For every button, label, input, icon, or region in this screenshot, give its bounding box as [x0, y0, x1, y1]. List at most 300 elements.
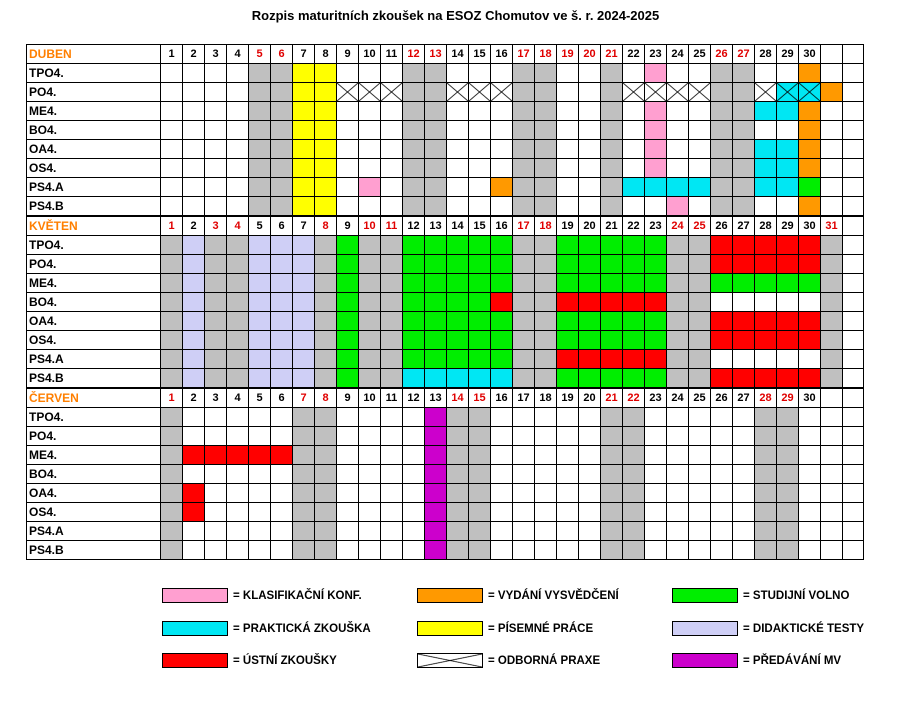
schedule-cell	[645, 121, 667, 140]
schedule-cell	[271, 446, 293, 465]
schedule-cell	[711, 350, 733, 369]
schedule-cell	[601, 274, 623, 293]
schedule-cell	[425, 465, 447, 484]
class-row	[27, 197, 864, 217]
schedule-cell	[337, 197, 359, 217]
schedule-cell	[403, 121, 425, 140]
schedule-cell	[667, 274, 689, 293]
day-number: 21	[601, 45, 623, 64]
day-number: 28	[755, 45, 777, 64]
schedule-cell	[513, 83, 535, 102]
schedule-cell	[557, 83, 579, 102]
schedule-cell	[645, 350, 667, 369]
schedule-cell	[535, 255, 557, 274]
day-number: 5	[249, 216, 271, 236]
schedule-cell	[755, 102, 777, 121]
schedule-cell	[447, 83, 469, 102]
schedule-cell	[359, 64, 381, 83]
schedule-cell	[667, 255, 689, 274]
schedule-cell	[777, 541, 799, 560]
day-number: 11	[381, 388, 403, 408]
schedule-cell	[513, 178, 535, 197]
schedule-cell	[667, 197, 689, 217]
schedule-cell	[513, 312, 535, 331]
schedule-cell	[469, 427, 491, 446]
class-label: OS4.	[27, 503, 161, 522]
schedule-cell	[425, 102, 447, 121]
schedule-cell	[491, 178, 513, 197]
day-number: 5	[249, 388, 271, 408]
schedule-cell	[623, 293, 645, 312]
schedule-cell	[667, 408, 689, 427]
schedule-cell	[755, 541, 777, 560]
schedule-cell	[447, 484, 469, 503]
schedule-cell	[469, 140, 491, 159]
schedule-cell	[711, 312, 733, 331]
schedule-cell	[667, 484, 689, 503]
schedule-cell	[799, 465, 821, 484]
day-number: 14	[447, 388, 469, 408]
schedule-cell	[403, 446, 425, 465]
schedule-cell	[557, 197, 579, 217]
schedule-cell	[667, 140, 689, 159]
schedule-cell	[777, 83, 799, 102]
schedule-cell	[799, 83, 821, 102]
schedule-cell	[733, 236, 755, 255]
schedule-cell	[315, 312, 337, 331]
schedule-cell	[381, 102, 403, 121]
class-label: PO4.	[27, 427, 161, 446]
schedule-cell	[711, 255, 733, 274]
schedule-cell	[645, 236, 667, 255]
schedule-cell	[249, 427, 271, 446]
schedule-cell	[469, 446, 491, 465]
schedule-cell	[249, 408, 271, 427]
schedule-cell	[601, 484, 623, 503]
schedule-cell	[425, 274, 447, 293]
schedule-cell	[161, 236, 183, 255]
schedule-cell	[711, 236, 733, 255]
schedule-cell	[557, 446, 579, 465]
schedule-cell	[601, 427, 623, 446]
schedule-cell	[623, 369, 645, 389]
schedule-cell	[227, 484, 249, 503]
schedule-cell	[821, 541, 843, 560]
class-label: BO4.	[27, 293, 161, 312]
schedule-cell	[843, 121, 864, 140]
schedule-cell	[623, 331, 645, 350]
schedule-cell	[513, 331, 535, 350]
schedule-cell	[535, 274, 557, 293]
schedule-cell	[821, 369, 843, 389]
schedule-cell	[161, 64, 183, 83]
class-row	[27, 408, 864, 427]
schedule-cell	[579, 427, 601, 446]
schedule-cell	[161, 83, 183, 102]
day-number: 22	[623, 388, 645, 408]
schedule-cell	[491, 484, 513, 503]
schedule-cell	[491, 102, 513, 121]
schedule-cell	[601, 350, 623, 369]
class-label: PO4.	[27, 83, 161, 102]
schedule-cell	[777, 408, 799, 427]
schedule-cell	[601, 522, 623, 541]
schedule-cell	[535, 64, 557, 83]
schedule-cell	[447, 446, 469, 465]
schedule-cell	[293, 522, 315, 541]
schedule-cell	[315, 159, 337, 178]
schedule-cell	[469, 102, 491, 121]
schedule-cell	[843, 503, 864, 522]
schedule-cell	[513, 236, 535, 255]
schedule-cell	[821, 446, 843, 465]
schedule-cell	[843, 446, 864, 465]
schedule-cell	[293, 503, 315, 522]
schedule-cell	[645, 197, 667, 217]
schedule-cell	[843, 522, 864, 541]
schedule-cell	[513, 446, 535, 465]
schedule-cell	[271, 408, 293, 427]
schedule-cell	[535, 102, 557, 121]
schedule-cell	[843, 408, 864, 427]
schedule-cell	[205, 293, 227, 312]
schedule-cell	[249, 178, 271, 197]
day-number: 3	[205, 45, 227, 64]
month-name: ČERVEN	[27, 388, 161, 408]
schedule-cell	[777, 427, 799, 446]
day-number	[843, 216, 864, 236]
schedule-cell	[623, 159, 645, 178]
schedule-cell	[183, 427, 205, 446]
schedule-cell	[535, 178, 557, 197]
schedule-cell	[271, 274, 293, 293]
schedule-cell	[381, 159, 403, 178]
schedule-cell	[381, 427, 403, 446]
day-number: 26	[711, 388, 733, 408]
schedule-cell	[249, 331, 271, 350]
class-label: PS4.A	[27, 350, 161, 369]
schedule-cell	[491, 293, 513, 312]
schedule-cell	[271, 102, 293, 121]
legend-swatch	[417, 621, 483, 636]
day-number: 15	[469, 216, 491, 236]
schedule-cell	[381, 331, 403, 350]
schedule-cell	[271, 369, 293, 389]
schedule-cell	[843, 64, 864, 83]
schedule-cell	[249, 197, 271, 217]
schedule-cell	[579, 541, 601, 560]
schedule-cell	[249, 503, 271, 522]
schedule-cell	[293, 465, 315, 484]
schedule-cell	[271, 64, 293, 83]
schedule-cell	[227, 503, 249, 522]
schedule-cell	[601, 178, 623, 197]
schedule-cell	[579, 503, 601, 522]
schedule-cell	[381, 503, 403, 522]
schedule-cell	[315, 293, 337, 312]
schedule-cell	[271, 83, 293, 102]
schedule-cell	[689, 408, 711, 427]
month-header-row	[27, 45, 864, 64]
schedule-cell	[667, 159, 689, 178]
schedule-cell	[205, 140, 227, 159]
day-number: 8	[315, 388, 337, 408]
schedule-cell	[425, 293, 447, 312]
schedule-cell	[623, 484, 645, 503]
legend-label: = PRAKTICKÁ ZKOUŠKA	[233, 622, 371, 635]
schedule-cell	[205, 446, 227, 465]
schedule-cell	[359, 522, 381, 541]
schedule-cell	[205, 331, 227, 350]
schedule-cell	[579, 484, 601, 503]
schedule-cell	[601, 446, 623, 465]
class-label: TPO4.	[27, 64, 161, 83]
schedule-cell	[271, 255, 293, 274]
schedule-cell	[337, 274, 359, 293]
schedule-cell	[293, 484, 315, 503]
schedule-cell	[359, 541, 381, 560]
schedule-cell	[645, 102, 667, 121]
schedule-cell	[381, 197, 403, 217]
day-number: 10	[359, 388, 381, 408]
schedule-cell	[337, 178, 359, 197]
schedule-cell	[469, 369, 491, 389]
schedule-cell	[425, 541, 447, 560]
schedule-cell	[249, 159, 271, 178]
day-number: 16	[491, 45, 513, 64]
schedule-cell	[799, 64, 821, 83]
schedule-cell	[381, 274, 403, 293]
schedule-cell	[161, 408, 183, 427]
schedule-cell	[601, 83, 623, 102]
schedule-cell	[161, 465, 183, 484]
schedule-cell	[821, 293, 843, 312]
schedule-cell	[315, 236, 337, 255]
day-number: 24	[667, 388, 689, 408]
schedule-cell	[293, 121, 315, 140]
schedule-cell	[403, 293, 425, 312]
day-number: 17	[513, 216, 535, 236]
schedule-cell	[667, 350, 689, 369]
schedule-cell	[579, 64, 601, 83]
schedule-cell	[667, 121, 689, 140]
schedule-cell	[381, 255, 403, 274]
day-number: 1	[161, 388, 183, 408]
schedule-cell	[271, 140, 293, 159]
schedule-cell	[161, 255, 183, 274]
day-number: 13	[425, 45, 447, 64]
schedule-cell	[821, 484, 843, 503]
schedule-cell	[293, 369, 315, 389]
schedule-cell	[821, 64, 843, 83]
schedule-cell	[513, 350, 535, 369]
schedule-cell	[601, 102, 623, 121]
schedule-cell	[711, 64, 733, 83]
schedule-cell	[557, 140, 579, 159]
day-number: 23	[645, 388, 667, 408]
schedule-cell	[799, 236, 821, 255]
schedule-cell	[447, 293, 469, 312]
class-label: PO4.	[27, 255, 161, 274]
day-number: 14	[447, 216, 469, 236]
schedule-cell	[227, 197, 249, 217]
class-label: PS4.B	[27, 369, 161, 389]
schedule-cell	[491, 369, 513, 389]
schedule-cell	[315, 102, 337, 121]
schedule-cell	[645, 64, 667, 83]
day-number: 3	[205, 388, 227, 408]
schedule-cell	[799, 178, 821, 197]
schedule-cell	[425, 312, 447, 331]
schedule-cell	[161, 522, 183, 541]
schedule-cell	[689, 178, 711, 197]
schedule-cell	[491, 522, 513, 541]
schedule-cell	[755, 427, 777, 446]
day-number: 1	[161, 45, 183, 64]
schedule-cell	[821, 427, 843, 446]
schedule-cell	[403, 236, 425, 255]
schedule-cell	[271, 350, 293, 369]
schedule-cell	[271, 159, 293, 178]
schedule-cell	[667, 503, 689, 522]
schedule-cell	[315, 255, 337, 274]
schedule-cell	[161, 503, 183, 522]
schedule-cell	[799, 350, 821, 369]
schedule-cell	[271, 312, 293, 331]
schedule-cell	[711, 293, 733, 312]
schedule-cell	[315, 369, 337, 389]
day-number: 8	[315, 216, 337, 236]
schedule-cell	[337, 350, 359, 369]
schedule-cell	[249, 312, 271, 331]
schedule-cell	[249, 465, 271, 484]
schedule-cell	[645, 541, 667, 560]
schedule-cell	[689, 121, 711, 140]
month-header-row	[27, 388, 864, 408]
schedule-cell	[227, 408, 249, 427]
schedule-cell	[733, 446, 755, 465]
schedule-cell	[755, 312, 777, 331]
schedule-cell	[491, 350, 513, 369]
schedule-cell	[315, 140, 337, 159]
schedule-cell	[557, 64, 579, 83]
schedule-cell	[183, 446, 205, 465]
schedule-cell	[425, 197, 447, 217]
schedule-cell	[381, 369, 403, 389]
schedule-cell	[469, 159, 491, 178]
schedule-cell	[711, 522, 733, 541]
schedule-cell	[183, 140, 205, 159]
schedule-cell	[315, 484, 337, 503]
schedule-cell	[381, 178, 403, 197]
legend-swatch	[672, 653, 738, 668]
schedule-cell	[755, 408, 777, 427]
class-label: OA4.	[27, 484, 161, 503]
schedule-cell	[535, 465, 557, 484]
schedule-cell	[205, 121, 227, 140]
schedule-cell	[183, 102, 205, 121]
schedule-cell	[337, 121, 359, 140]
schedule-cell	[755, 293, 777, 312]
schedule-cell	[777, 159, 799, 178]
schedule-cell	[799, 331, 821, 350]
schedule-cell	[579, 331, 601, 350]
schedule-cell	[689, 541, 711, 560]
legend-label: = ODBORNÁ PRAXE	[488, 654, 601, 667]
schedule-cell	[645, 369, 667, 389]
legend-label: = KLASIFIKAČNÍ KONF.	[233, 589, 362, 602]
schedule-cell	[469, 484, 491, 503]
schedule-cell	[205, 159, 227, 178]
schedule-cell	[447, 121, 469, 140]
schedule-cell	[293, 159, 315, 178]
schedule-cell	[557, 331, 579, 350]
schedule-cell	[755, 503, 777, 522]
day-number: 2	[183, 216, 205, 236]
schedule-cell	[557, 465, 579, 484]
schedule-cell	[491, 236, 513, 255]
schedule-cell	[271, 293, 293, 312]
schedule-cell	[645, 312, 667, 331]
schedule-cell	[293, 312, 315, 331]
schedule-cell	[161, 541, 183, 560]
schedule-cell	[821, 408, 843, 427]
day-number: 2	[183, 45, 205, 64]
class-row	[27, 274, 864, 293]
schedule-cell	[821, 350, 843, 369]
schedule-cell	[601, 465, 623, 484]
schedule-cell	[843, 102, 864, 121]
month-name: DUBEN	[27, 45, 161, 64]
schedule-cell	[161, 178, 183, 197]
schedule-cell	[337, 484, 359, 503]
schedule-cell	[579, 102, 601, 121]
day-number: 4	[227, 45, 249, 64]
schedule-cell	[425, 484, 447, 503]
schedule-cell	[777, 64, 799, 83]
schedule-cell	[161, 121, 183, 140]
schedule-cell	[491, 408, 513, 427]
schedule-cell	[293, 446, 315, 465]
schedule-cell	[425, 255, 447, 274]
schedule-cell	[469, 255, 491, 274]
schedule-cell	[205, 197, 227, 217]
schedule-cell	[359, 484, 381, 503]
schedule-cell	[513, 408, 535, 427]
schedule-cell	[271, 331, 293, 350]
legend-swatch	[162, 653, 228, 668]
schedule-cell	[293, 293, 315, 312]
schedule-cell	[645, 427, 667, 446]
class-row	[27, 369, 864, 389]
schedule-cell	[359, 83, 381, 102]
schedule-cell	[689, 350, 711, 369]
day-number: 11	[381, 216, 403, 236]
schedule-cell	[469, 64, 491, 83]
schedule-cell	[689, 83, 711, 102]
schedule-cell	[249, 274, 271, 293]
schedule-cell	[843, 83, 864, 102]
day-number: 9	[337, 45, 359, 64]
schedule-cell	[249, 446, 271, 465]
schedule-cell	[711, 369, 733, 389]
day-number: 10	[359, 216, 381, 236]
schedule-cell	[535, 83, 557, 102]
schedule-cell	[161, 140, 183, 159]
schedule-cell	[755, 484, 777, 503]
legend-item	[162, 621, 371, 636]
schedule-cell	[513, 293, 535, 312]
